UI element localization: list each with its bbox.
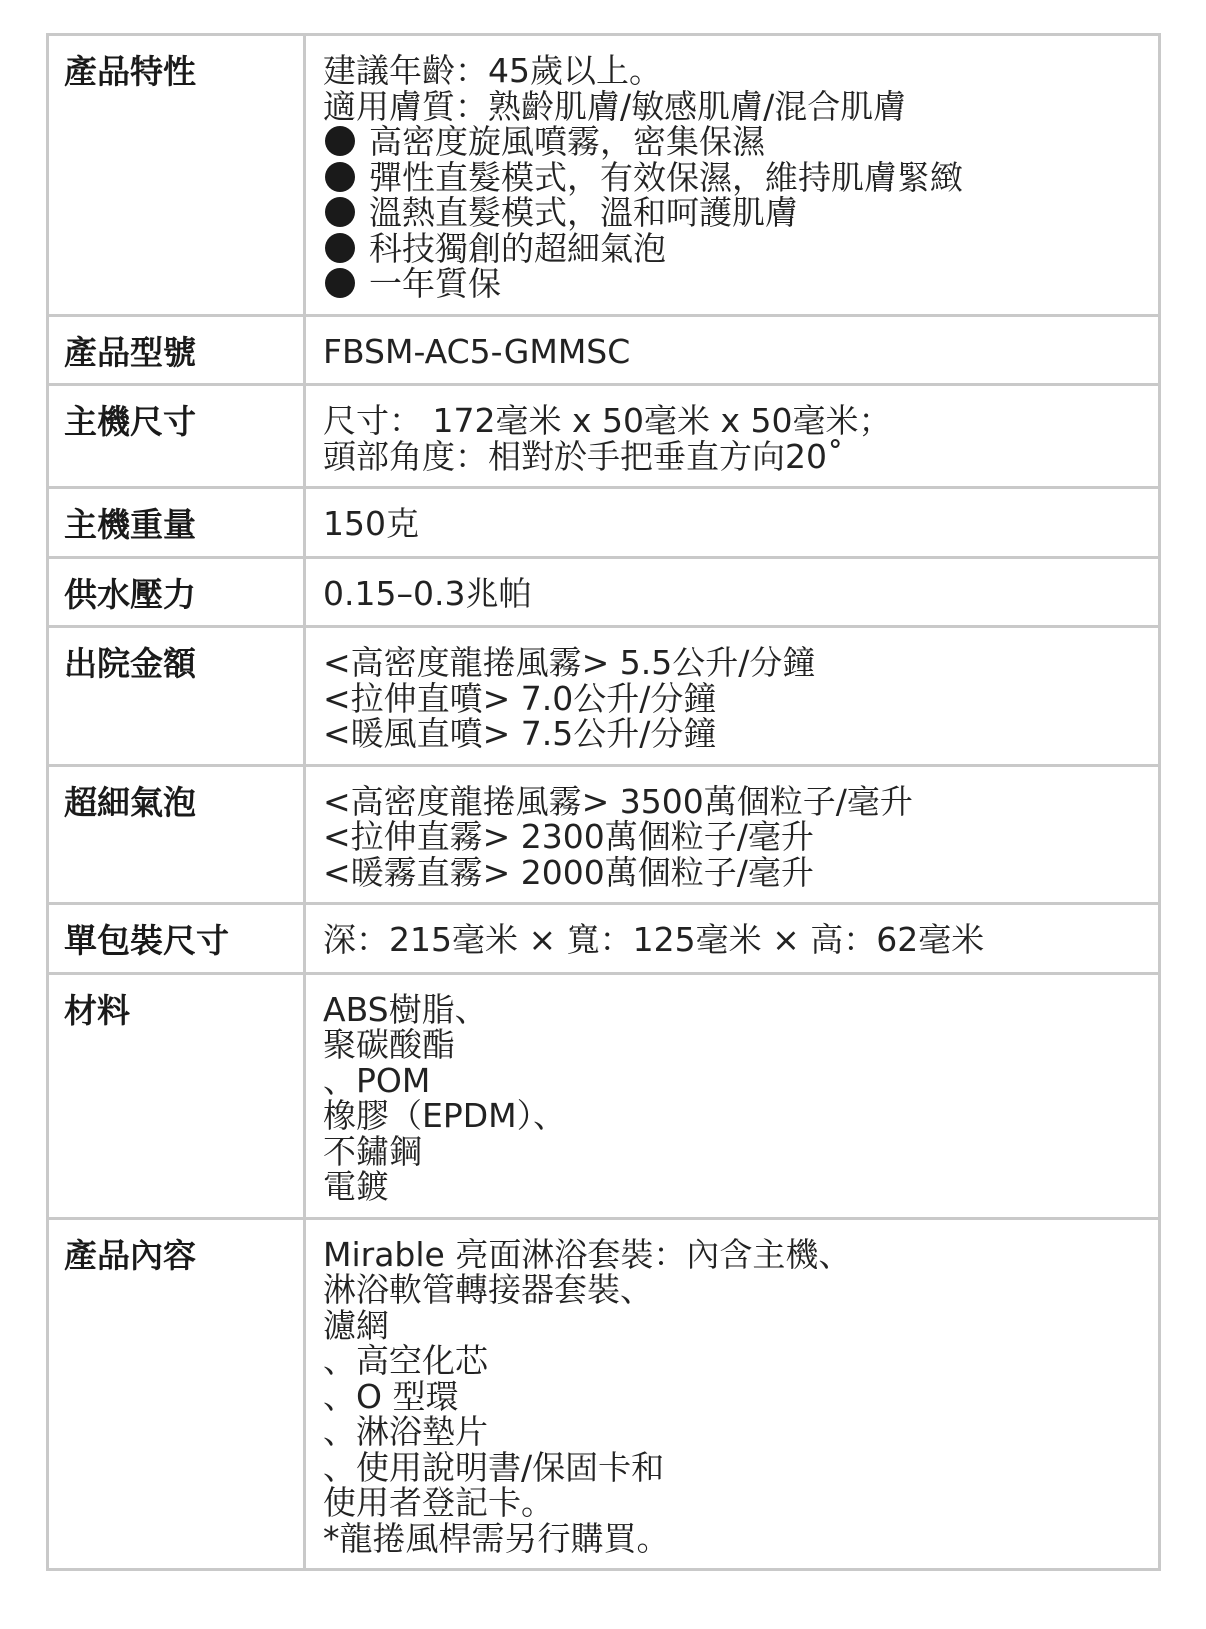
- spec-row: [48, 904, 1160, 974]
- spec-value-text: 淋浴軟管轉接器套裝、: [323, 1270, 653, 1309]
- spec-value-text: 一年質保: [369, 264, 501, 303]
- spec-value-text: <暖風直噴> 7.5公升/分鐘: [323, 714, 717, 753]
- bullet-icon: [325, 233, 355, 263]
- spec-value-line: [323, 331, 1158, 371]
- spec-label: 出院金額: [64, 644, 196, 683]
- spec-value-text: 科技獨創的超細氣泡: [369, 228, 666, 268]
- spec-value-text: 橡膠（EPDM）、: [323, 1096, 567, 1135]
- spec-label: 產品內容: [64, 1235, 196, 1275]
- spec-value: [306, 386, 1158, 486]
- bullet-icon: [325, 126, 355, 156]
- spec-label-cell: [48, 973, 305, 1218]
- spec-value: [306, 975, 1158, 1217]
- spec-value-cell: [305, 385, 1160, 488]
- spec-value-cell: [305, 627, 1160, 766]
- spec-value-line: [323, 678, 1158, 718]
- spec-value-text: 0.15–0.3兆帕: [323, 573, 532, 613]
- spec-value-line: [323, 1518, 1158, 1558]
- spec-value-text: <拉伸直噴> 7.0公升/分鐘: [323, 678, 717, 718]
- spec-value-text: *龍捲風桿需另行購買。: [323, 1518, 670, 1558]
- spec-value-line: [323, 53, 1158, 89]
- spec-label: 超細氣泡: [64, 782, 196, 822]
- spec-value-text: 聚碳酸酯: [323, 1025, 455, 1064]
- spec-value-text: 、使用說明書/保固卡和: [323, 1447, 665, 1487]
- spec-value-text: 、POM: [323, 1060, 431, 1100]
- spec-value-cell: [305, 315, 1160, 385]
- spec-value-text: 深：215毫米 × 寬：125毫米 × 高：62毫米: [323, 920, 985, 959]
- spec-value-cell: [305, 973, 1160, 1218]
- spec-row: [48, 1218, 1160, 1570]
- spec-label-cell: [48, 488, 305, 558]
- bullet-icon: [325, 268, 355, 298]
- spec-value-line: [323, 1305, 1158, 1345]
- bullet-icon: [325, 162, 355, 192]
- spec-value-cell: [305, 765, 1160, 904]
- spec-value-text: 、高空化芯: [323, 1341, 488, 1380]
- spec-value-line: [323, 852, 1158, 892]
- spec-table-body: [48, 35, 1160, 1570]
- spec-row: [48, 765, 1160, 904]
- spec-label-cell: [48, 35, 305, 316]
- spec-value: [306, 317, 1158, 384]
- spec-value-line: [323, 1027, 1158, 1063]
- spec-value: [306, 559, 1158, 626]
- spec-value-text: 頭部角度：相對於手把垂直方向20˚: [323, 436, 844, 476]
- spec-value-text: 電鍍: [323, 1167, 389, 1206]
- spec-label-cell: [48, 904, 305, 974]
- spec-value-cell: [305, 557, 1160, 627]
- spec-row: [48, 315, 1160, 385]
- spec-value-line: [323, 781, 1158, 821]
- spec-value-line: [323, 1098, 1158, 1134]
- spec-value-line: [323, 922, 1158, 958]
- spec-label: 產品型號: [64, 332, 196, 372]
- spec-value-text: 、淋浴墊片: [323, 1412, 488, 1451]
- spec-value-line: [323, 1234, 1158, 1274]
- bullet-item: [323, 228, 1158, 268]
- spec-value-text: 建議年齡：45歲以上。: [323, 51, 662, 90]
- spec-value-text: 彈性直髮模式，有效保濕，維持肌膚緊緻: [369, 157, 963, 197]
- spec-value-text: FBSM-AC5-GMMSC: [323, 331, 631, 371]
- spec-value-text: <高密度龍捲風霧> 5.5公升/分鐘: [323, 643, 816, 682]
- spec-value-text: <暖霧直霧> 2000萬個粒子/毫升: [323, 852, 814, 892]
- spec-label-cell: [48, 1218, 305, 1570]
- bullet-item: [323, 157, 1158, 197]
- spec-row: [48, 385, 1160, 488]
- spec-value-line: [323, 1376, 1158, 1416]
- spec-value: [306, 489, 1158, 556]
- product-spec-table: [46, 33, 1161, 1571]
- spec-value-text: 適用膚質：熟齡肌膚/敏感肌膚/混合肌膚: [323, 86, 907, 126]
- spec-value-text: 濾網: [323, 1305, 389, 1345]
- bullet-item: [323, 266, 1158, 302]
- spec-value-line: [323, 819, 1158, 855]
- spec-value: [306, 767, 1158, 903]
- spec-value-text: 150克: [323, 504, 419, 543]
- spec-value-line: [323, 1485, 1158, 1521]
- spec-value-line: [323, 1414, 1158, 1450]
- spec-value-line: [323, 1060, 1158, 1100]
- spec-value-line: [323, 1272, 1158, 1308]
- spec-value: [306, 36, 1158, 314]
- spec-value-line: [323, 645, 1158, 681]
- spec-value: [306, 628, 1158, 764]
- spec-value-cell: [305, 35, 1160, 316]
- bullet-icon: [325, 197, 355, 227]
- spec-value-text: 使用者登記卡。: [323, 1483, 554, 1522]
- spec-label: 單包裝尺寸: [64, 921, 229, 960]
- spec-label: 主機尺寸: [64, 402, 196, 441]
- bullet-item: [323, 124, 1158, 160]
- spec-row: [48, 488, 1160, 558]
- spec-value-text: 不鏽鋼: [323, 1131, 422, 1171]
- spec-value-text: ABS樹脂、: [323, 989, 488, 1029]
- spec-value-line: [323, 989, 1158, 1029]
- spec-value-line: [323, 1169, 1158, 1205]
- spec-label-cell: [48, 627, 305, 766]
- spec-value-text: 高密度旋風噴霧，密集保濕: [369, 122, 765, 161]
- spec-value-text: 溫熱直髮模式，溫和呵護肌膚: [369, 193, 798, 232]
- spec-value-text: 、O 型環: [323, 1376, 459, 1416]
- spec-label: 材料: [64, 990, 130, 1030]
- spec-value-line: [323, 1447, 1158, 1487]
- spec-value-cell: [305, 904, 1160, 974]
- spec-value: [306, 1220, 1158, 1569]
- spec-value-text: <高密度龍捲風霧> 3500萬個粒子/毫升: [323, 781, 913, 821]
- spec-value: [306, 905, 1158, 972]
- spec-value-line: [323, 403, 1158, 439]
- spec-row: [48, 973, 1160, 1218]
- spec-value-line: [323, 436, 1158, 476]
- spec-label-cell: [48, 315, 305, 385]
- spec-row: [48, 557, 1160, 627]
- spec-row: [48, 35, 1160, 316]
- spec-value-text: Mirable 亮面淋浴套裝：內含主機、: [323, 1234, 852, 1274]
- spec-value-cell: [305, 1218, 1160, 1570]
- spec-value-line: [323, 1131, 1158, 1171]
- spec-value-line: [323, 86, 1158, 126]
- spec-label: 產品特性: [64, 52, 196, 91]
- spec-label: 供水壓力: [64, 574, 196, 614]
- spec-value-line: [323, 716, 1158, 752]
- spec-label-cell: [48, 385, 305, 488]
- spec-value-line: [323, 1343, 1158, 1379]
- spec-value-text: <拉伸直霧> 2300萬個粒子/毫升: [323, 817, 814, 856]
- spec-value-cell: [305, 488, 1160, 558]
- spec-value-text: 尺寸： 172毫米 x 50毫米 x 50毫米；: [323, 401, 892, 440]
- spec-label: 主機重量: [64, 505, 196, 544]
- spec-value-line: [323, 573, 1158, 613]
- spec-label-cell: [48, 557, 305, 627]
- bullet-item: [323, 195, 1158, 231]
- spec-label-cell: [48, 765, 305, 904]
- spec-row: [48, 627, 1160, 766]
- spec-value-line: [323, 506, 1158, 542]
